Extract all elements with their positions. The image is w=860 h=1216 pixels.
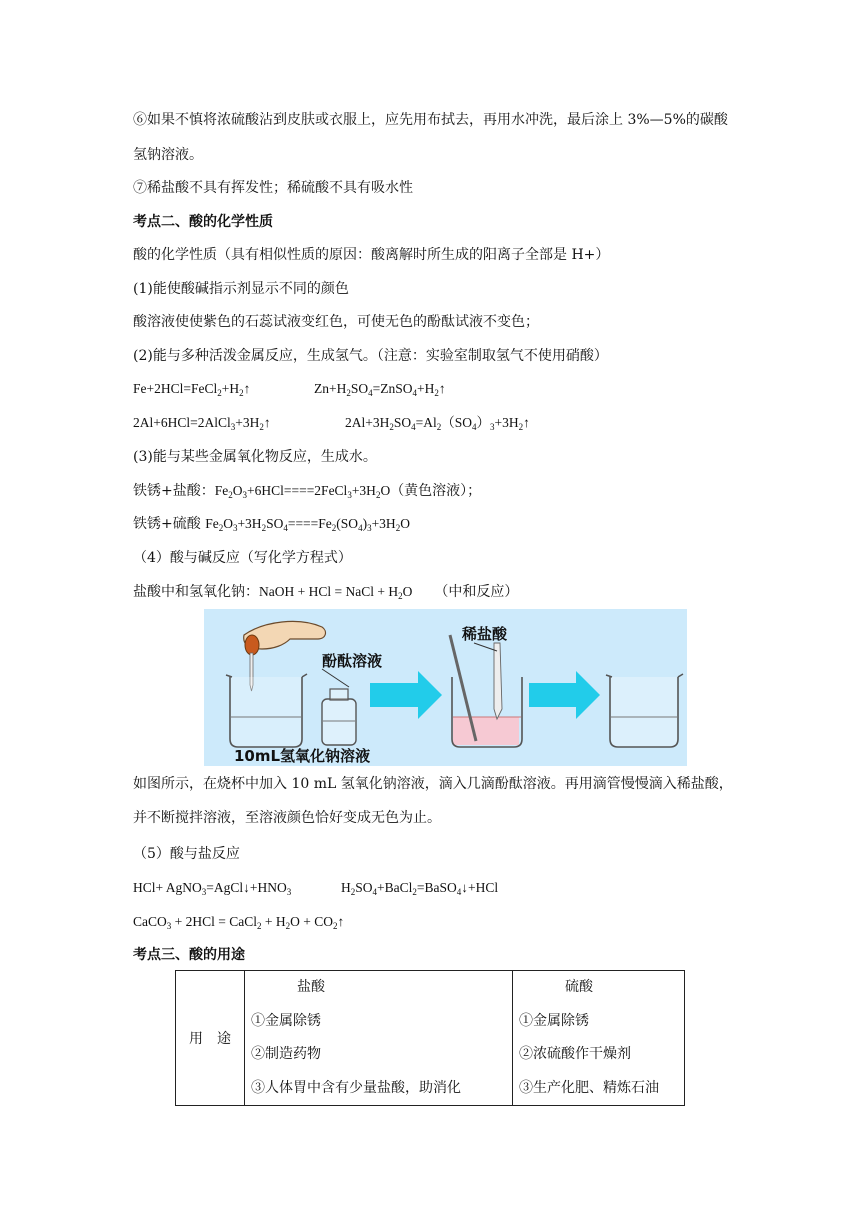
- para7: ⑦稀盐酸不具有挥发性；稀硫酸不具有吸水性: [133, 180, 413, 196]
- rust-hcl-prefix: 铁锈+盐酸：: [133, 483, 215, 499]
- label-naoh: 10mL氢氧化钠溶液: [234, 747, 371, 765]
- para6-line2: 氢钠溶液。: [133, 147, 203, 163]
- uses-table: [175, 970, 685, 1106]
- eq-rust-h2so4: [133, 515, 410, 533]
- prop1: (1)能使酸碱指示剂显示不同的颜色: [133, 281, 349, 297]
- eq-zn-h2so4: $Zn+H_2SO_4=ZnSO_4+H_2↑$: [314, 381, 446, 398]
- beaker-1: [230, 677, 302, 747]
- hcl-header: 盐酸: [297, 979, 325, 995]
- beaker-2-liquid-fill: [453, 717, 519, 745]
- rust-h2so4-formula: $Fe_2O_3+3H_2SO_4====Fe_2(SO_4)_3+3H_2O$: [205, 516, 410, 533]
- indicator-bottle: [322, 699, 356, 745]
- eq-caco3-hcl: CaCO$_3$ + 2HCl = CaCl$_2$ + $H_2O$ + $CO_2↑$: [133, 914, 345, 931]
- eq-neutral: [133, 583, 518, 601]
- label-indicator: 酚酞溶液: [322, 652, 383, 670]
- hcl-use: ①金属除锈: [251, 1012, 321, 1029]
- row-label: 用 途: [189, 1031, 231, 1047]
- eq-rust-hcl: [133, 482, 481, 500]
- h2so4-column: [513, 971, 685, 1106]
- fig-desc-line1: 如图所示，在烧杯中加入 10 mL 氢氧化钠溶液，滴入几滴酚酞溶液。再用滴管慢慢滴入稀盐酸，: [133, 776, 733, 792]
- section2-title: 考点二、酸的化学性质: [133, 214, 273, 230]
- hcl-use: ②制造药物: [251, 1046, 321, 1062]
- h2so4-use: ③生产化肥、精炼石油: [519, 1079, 659, 1096]
- h2so4-use: ①金属除锈: [519, 1012, 589, 1029]
- eq-fe-hcl: $Fe+2HCl=FeCl_2+H_2↑$: [133, 381, 251, 398]
- row-label-cell: [176, 971, 245, 1106]
- section3-title: 考点三、酸的用途: [133, 947, 245, 963]
- prop5: （5）酸与盐反应: [133, 846, 240, 862]
- rust-hcl-formula: $Fe_2O_3+6HCl====2FeCl_3+3H_2O$: [214, 483, 391, 500]
- dropper-bulb: [245, 635, 259, 655]
- para6-line1: ⑥如果不慎将浓硫酸沾到皮肤或衣服上，应先用布拭去，再用水冲洗，最后涂上 3%—5%的碳酸: [133, 112, 728, 128]
- bottle-neck: [330, 689, 348, 700]
- neutral-prefix: 盐酸中和氢氧化钠：: [133, 584, 259, 600]
- rust-h2so4-prefix: 铁锈+硫酸: [133, 516, 206, 532]
- neutral-formula: NaOH + HCl = NaCl + $H_2O$: [259, 584, 413, 601]
- fig-desc-line2: 并不断搅拌溶液，至溶液颜色恰好变成无色为止。: [133, 810, 441, 826]
- neutral-note: （中和反应）: [434, 584, 519, 600]
- eq-al-h2so4: $2Al+3H_2SO_4=Al_2(SO_4)_3+3H_2↑$: [345, 415, 530, 432]
- intro: 酸的化学性质（具有相似性质的原因：酸离解时所生成的阳离子全部是 H+）: [133, 247, 610, 263]
- hcl-use: ③人体胃中含有少量盐酸，助消化: [251, 1079, 461, 1096]
- label-acid: 稀盐酸: [462, 625, 508, 643]
- eq-al-hcl: $2Al+6HCl=2AlCl_3+3H_2↑$: [133, 415, 271, 432]
- prop4: （4）酸与碱反应（写化学方程式）: [133, 550, 352, 566]
- beaker-3: [610, 677, 678, 747]
- hcl-column: [245, 971, 513, 1106]
- prop1-desc: 酸溶液使使紫色的石蕊试液变红色，可使无色的酚酞试液不变色；: [133, 314, 539, 330]
- h2so4-header: 硫酸: [565, 979, 593, 995]
- eq-h2so4-bacl2: $H_2SO_4+BaCl_2=BaSO_4↓+HCl$: [341, 880, 499, 897]
- prop3: (3)能与某些金属氧化物反应，生成水。: [133, 449, 377, 465]
- neutralization-figure: [204, 609, 687, 766]
- rust-hcl-note: （黄色溶液）；: [390, 483, 482, 499]
- eq-hcl-agno3: $HCl+ AgNO_3=AgCl↓+HNO_3$: [133, 880, 292, 897]
- prop2: (2)能与多种活泼金属反应，生成氢气。（注意：实验室制取氢气不使用硝酸）: [133, 348, 608, 364]
- h2so4-use: ②浓硫酸作干燥剂: [519, 1046, 631, 1062]
